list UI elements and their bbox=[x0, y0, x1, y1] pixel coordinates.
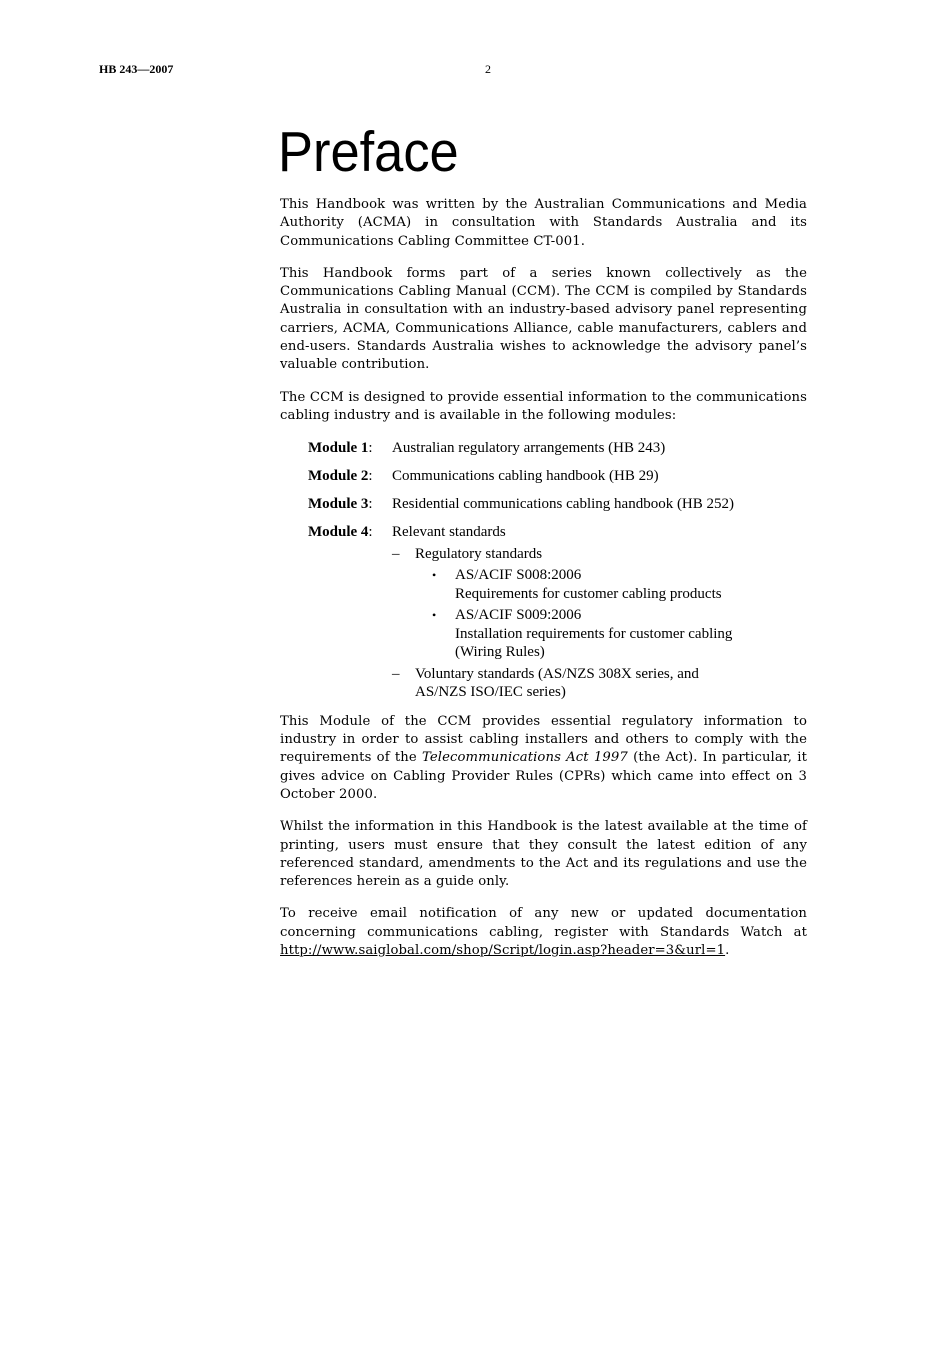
module-item: Module 3: Residential communications cabling handbook (HB 252) bbox=[308, 495, 807, 514]
standards-category-label: Voluntary standards (AS/NZS 308X series, and bbox=[415, 665, 699, 682]
paragraph-disclaimer: Whilst the information in this Handbook is the latest available at the time of printing, users must ensure that they consult the latest edition of any referenced standard, amendments to the Act and its regulations and use the references herein as a guide only. bbox=[280, 819, 807, 890]
module-label: Module 3 bbox=[308, 496, 369, 513]
standard-code: AS/ACIF S009:2006 bbox=[455, 607, 582, 624]
standard-code: AS/ACIF S008:2006 bbox=[455, 567, 582, 584]
paragraph-authorship: This Handbook was written by the Australian Communications and Media Authority (ACMA) in consultation with Standards Australia and its Communications Cabling Committee CT-001. bbox=[280, 197, 807, 249]
paragraph-module-purpose: This Module of the CCM provides essential regulatory information to industry in order to assist cabling installers and others to comply with the requirements of the Telecommunications Act 1997 (the Act). In particular, it gives advice on Cabling Provider Rules (CPRs) which came into effect on 3 October 2000. bbox=[280, 713, 808, 802]
bullet-marker: • bbox=[432, 568, 437, 583]
module-label: Module 4 bbox=[308, 524, 369, 541]
module-label: Module 1 bbox=[308, 440, 369, 457]
module-description: Australian regulatory arrangements (HB 243) bbox=[392, 440, 666, 457]
act-title: Telecommunications Act 1997 bbox=[422, 750, 628, 766]
module-list bbox=[308, 439, 807, 702]
standard-item bbox=[432, 606, 807, 662]
bullet-marker: • bbox=[432, 608, 437, 623]
paragraph-ccm-series: This Handbook forms part of a series known collectively as the Communications Cabling Manual (CCM). The CCM is compiled by Standards Australia in consultation with an industry-based advisory panel representing carriers, ACMA, Communications Alliance, cable manufacturers, cablers and end-users. Standards Australia wishes to acknowledge the advisory panel’s valuable contribution. bbox=[280, 265, 807, 373]
module-item: Module 1: Australian regulatory arrangements (HB 243) bbox=[308, 439, 807, 458]
module-description: Communications cabling handbook (HB 29) bbox=[392, 468, 659, 485]
dash-marker: – bbox=[392, 545, 400, 562]
standards-category-voluntary bbox=[392, 665, 807, 702]
module-item: Module 2: Communications cabling handbook (HB 29) bbox=[308, 467, 807, 486]
standard-title: Installation requirements for customer cabling bbox=[455, 625, 733, 642]
module-label: Module 2 bbox=[308, 468, 369, 485]
paragraph-standards-watch: To receive email notification of any new or updated documentation concerning communications cabling, register with Standards Watch at http://www.saiglobal.com/shop/Script/login.asp?header=3&url=1. bbox=[280, 906, 807, 959]
standard-item bbox=[432, 566, 807, 603]
standard-title: Requirements for customer cabling products bbox=[455, 585, 722, 602]
standards-category-label: Regulatory standards bbox=[415, 545, 543, 562]
module-item: Module 4: Relevant standards – Regulatory standards • AS/ACIF S008:2006 Requirements for customer cabling products • AS/ACIF S009:2006 Installation requirements for customer cabling (Wiring Rules) – Voluntary standards (AS/NZS 308X series, and AS/NZS ISO/IEC series) bbox=[308, 523, 807, 702]
standards-category-label-continued: AS/NZS ISO/IEC series) bbox=[415, 684, 566, 701]
standards-watch-link[interactable]: http://www.saiglobal.com/shop/Script/login.asp?header=3&url=1 bbox=[280, 943, 726, 959]
main-content bbox=[280, 118, 807, 974]
standards-category-regulatory bbox=[392, 545, 807, 564]
page-number: 2 bbox=[485, 62, 491, 76]
standard-title-continued: (Wiring Rules) bbox=[455, 644, 545, 661]
paragraph-ccm-modules-intro: The CCM is designed to provide essential information to the communications cabling industry and is available in the following modules: bbox=[280, 389, 807, 423]
page-title: Preface bbox=[278, 120, 459, 184]
module-description: Relevant standards bbox=[392, 524, 506, 541]
module-description: Residential communications cabling handbook (HB 252) bbox=[392, 496, 735, 513]
regulatory-standards-list bbox=[432, 566, 807, 662]
dash-marker: – bbox=[392, 665, 400, 682]
running-header-code: HB 243—2007 bbox=[99, 62, 174, 76]
